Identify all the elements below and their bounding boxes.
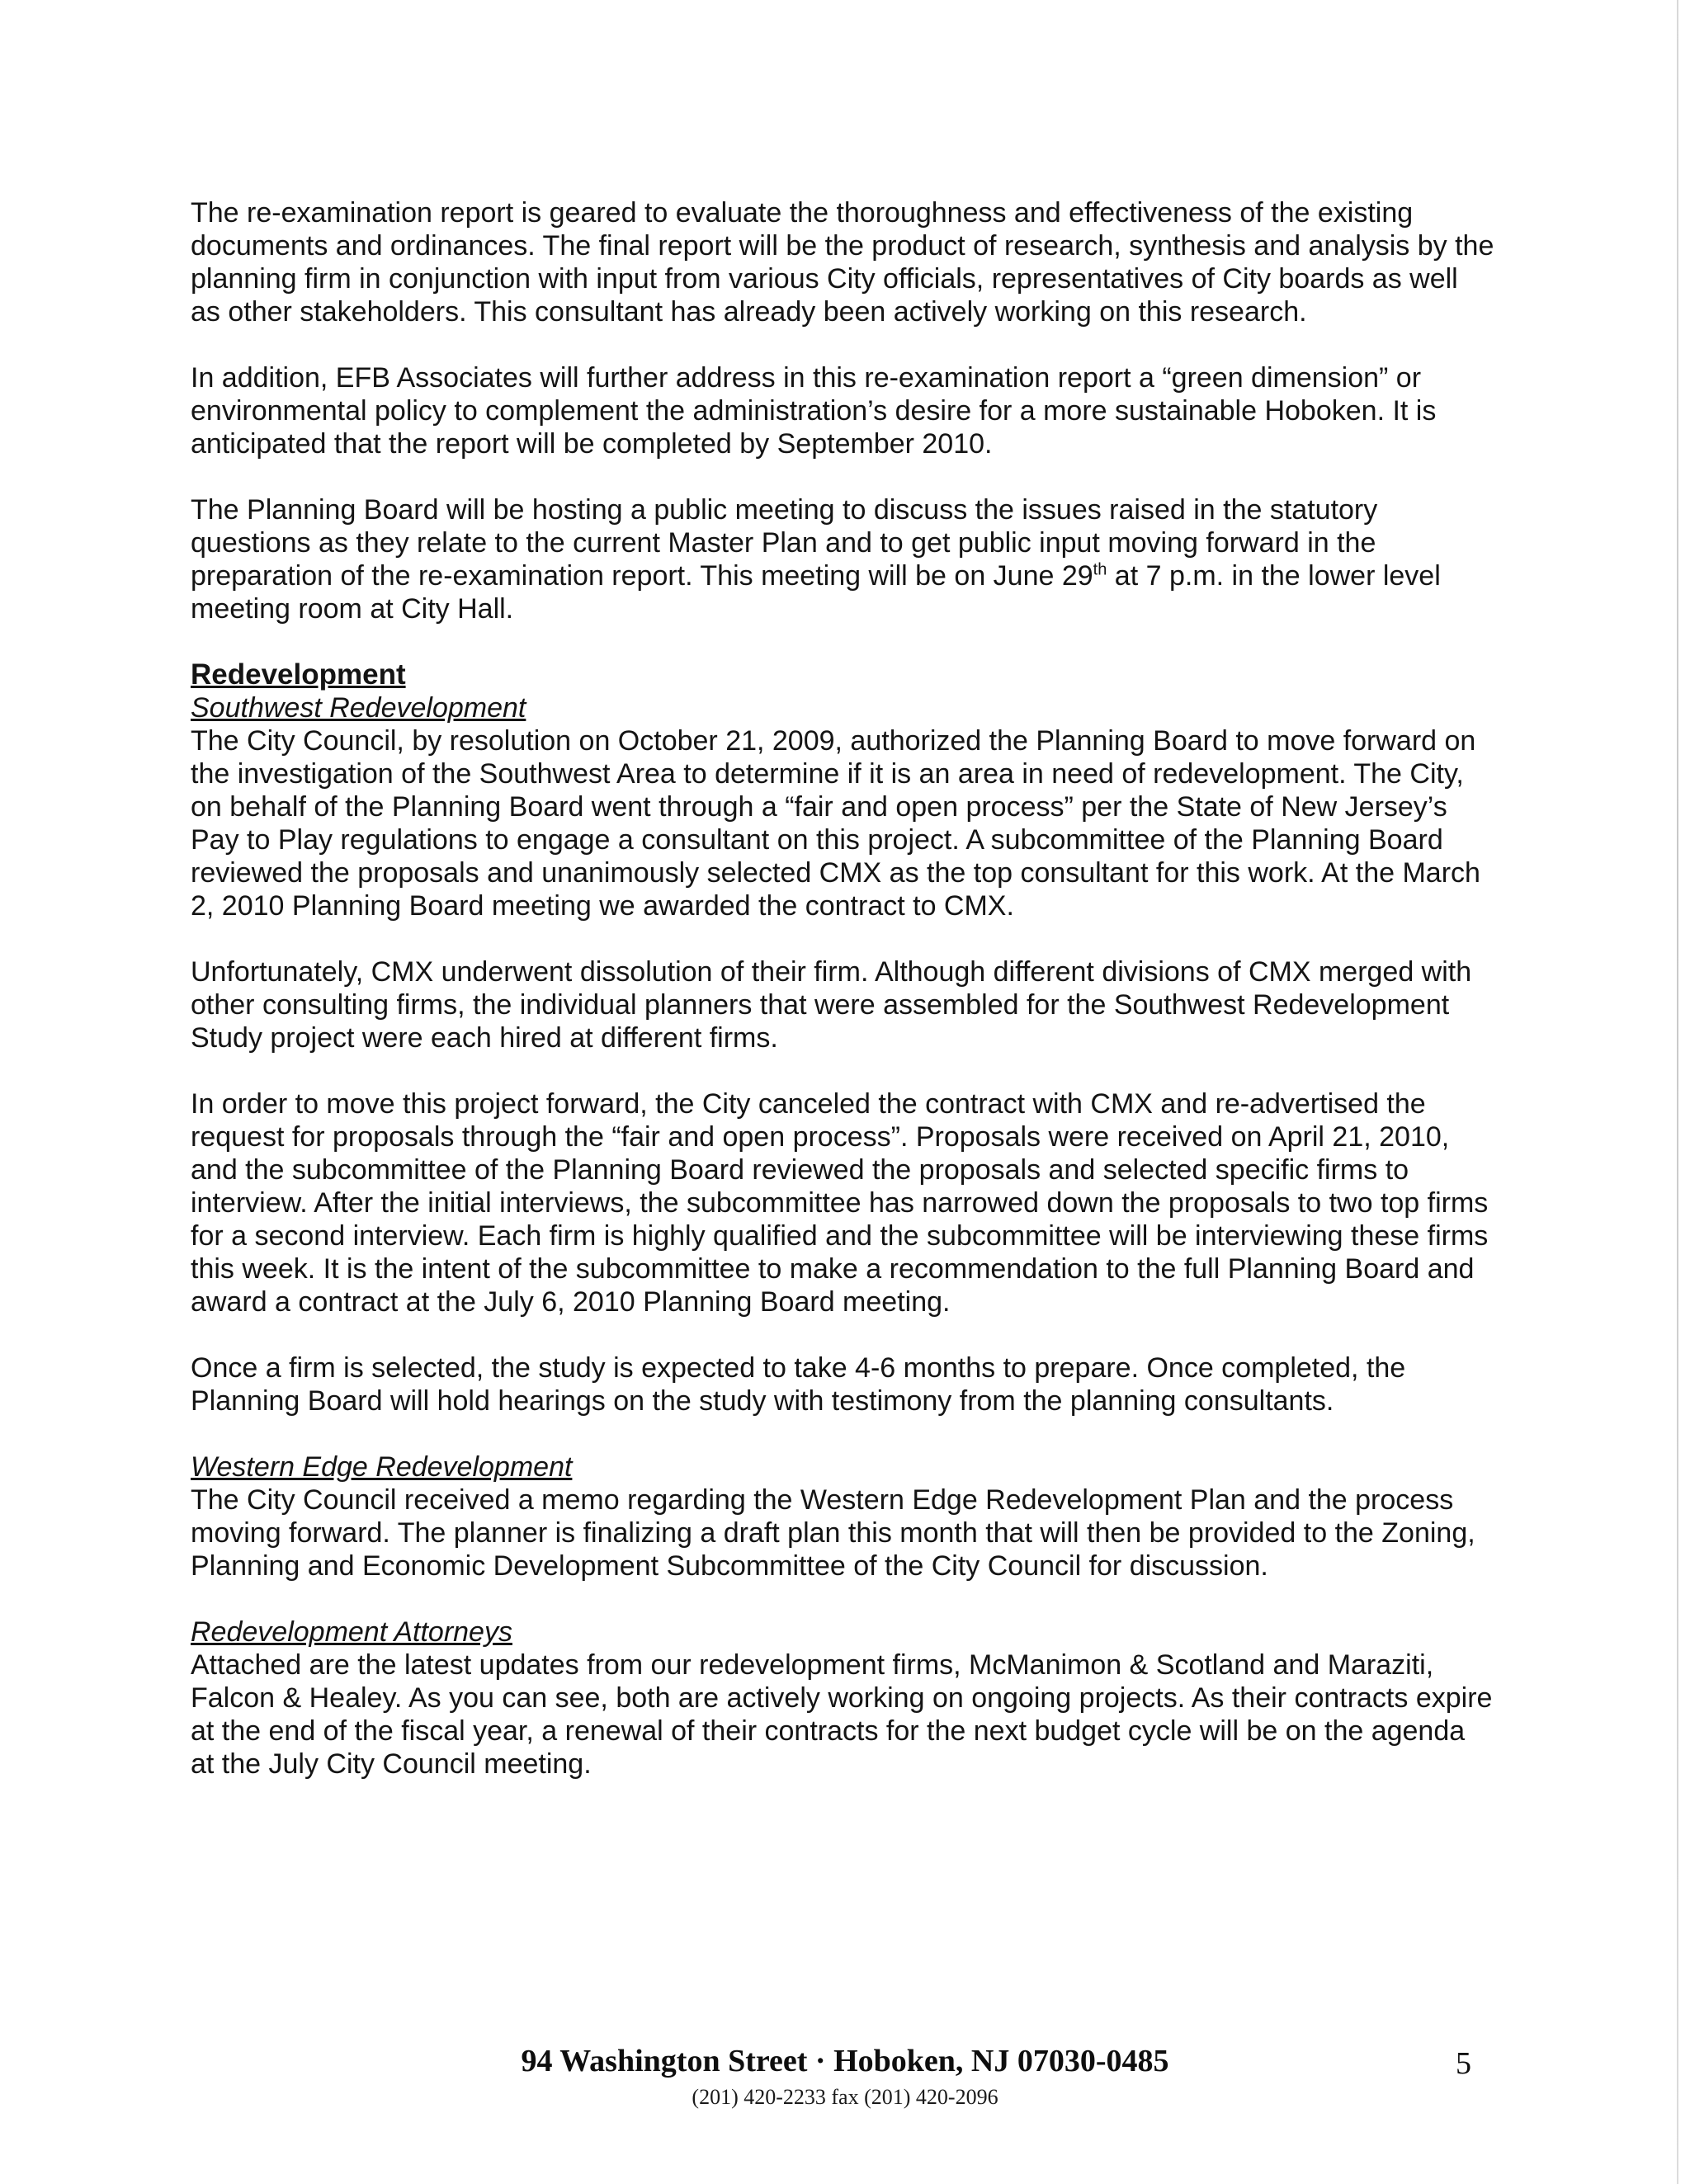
- western-edge-heading: Western Edge Redevelopment: [191, 1451, 573, 1483]
- southwest-paragraph-2: Unfortunately, CMX underwent dissolution of their firm. Although different divisions of CMX merged with other consulting firms, the individual planners that were assembled for the Southwest Redevelopment Study project were each hired at different firms.: [191, 956, 1472, 1054]
- footer-phone-fax: (201) 420-2233 fax (201) 420-2096: [692, 2085, 998, 2109]
- meeting-text-end: at 7 p.m. in the lower level meeting room at City Hall.: [191, 560, 1441, 625]
- southwest-paragraph-1: The City Council, by resolution on October 21, 2009, authorized the Planning Board to move forward on the investigation of the Southwest Area to determine if it is an area in need of redevelopment. The City, on behalf of the Planning Board went through a “fair and open process” per the State of New Jersey’s Pay to Play regulations to engage a consultant on this project. A subcommittee of the Planning Board reviewed the proposals and unanimously selected CMX as the top consultant for this work. At the March 2, 2010 Planning Board meeting we awarded the contract to CMX.: [191, 725, 1480, 922]
- page-number: 5: [1456, 2046, 1471, 2081]
- page-footer: [0, 2042, 1690, 2111]
- meeting-text-start: The Planning Board will be hosting a public meeting to discuss the issues raised in the statutory questions as they relate to the current Master Plan and to get public input moving forward in the preparation of the re-examination report. This meeting will be on June 29: [191, 494, 1378, 592]
- southwest-paragraph-4: Once a firm is selected, the study is expected to take 4-6 months to prepare. Once completed, the Planning Board will hold hearings on the study with testimony from the planning consultants.: [191, 1352, 1406, 1417]
- redevelopment-heading: Redevelopment: [191, 658, 406, 691]
- redevelopment-attorneys-paragraph: Attached are the latest updates from our redevelopment firms, McManimon & Scotland and Maraziti, Falcon & Healey. As you can see, both are actively working on ongoing projects. As their contracts expire at the end of the fiscal year, a renewal of their contracts for the next budget cycle will be on the agenda at the July City Council meeting.: [191, 1649, 1493, 1780]
- southwest-redevelopment-heading: Southwest Redevelopment: [191, 692, 526, 724]
- western-edge-paragraph: The City Council received a memo regarding the Western Edge Redevelopment Plan and the process moving forward. The planner is finalizing a draft plan this month that will then be provided to the Zoning, Planning and Economic Development Subcommittee of the City Council for discussion.: [191, 1484, 1475, 1582]
- redevelopment-attorneys-heading: Redevelopment Attorneys: [191, 1616, 512, 1648]
- footer-address: 94 Washington Street · Hoboken, NJ 07030-0485: [521, 2044, 1169, 2078]
- southwest-paragraph-3: In order to move this project forward, the City canceled the contract with CMX and re-advertised the request for proposals through the “fair and open process”. Proposals were received on April 21, 2010, and the subcommittee of the Planning Board reviewed the proposals and selected specific firms to interview. After the initial interviews, the subcommittee has narrowed down the proposals to two top firms for a second interview. Each firm is highly qualified and the subcommittee will be interviewing these firms this week. It is the intent of the subcommittee to make a recommendation to the full Planning Board and award a contract at the July 6, 2010 Planning Board meeting.: [191, 1088, 1489, 1318]
- intro-paragraph-1: The re-examination report is geared to evaluate the thoroughness and effectiveness of the existing documents and ordinances. The final report will be the product of research, synthesis and analysis by the planning firm in conjunction with input from various City officials, representatives of City boards as well as other stakeholders. This consultant has already been actively working on this research.: [191, 197, 1494, 328]
- scan-edge: [1677, 0, 1678, 2184]
- body-text: [191, 196, 1494, 1814]
- date-ordinal-suffix: th: [1093, 560, 1107, 579]
- meeting-paragraph: [191, 493, 1494, 625]
- intro-paragraph-2: In addition, EFB Associates will further address in this re-examination report a “green dimension” or environmental policy to complement the administration’s desire for a more sustainable Hoboken. It is anticipated that the report will be completed by September 2010.: [191, 362, 1437, 460]
